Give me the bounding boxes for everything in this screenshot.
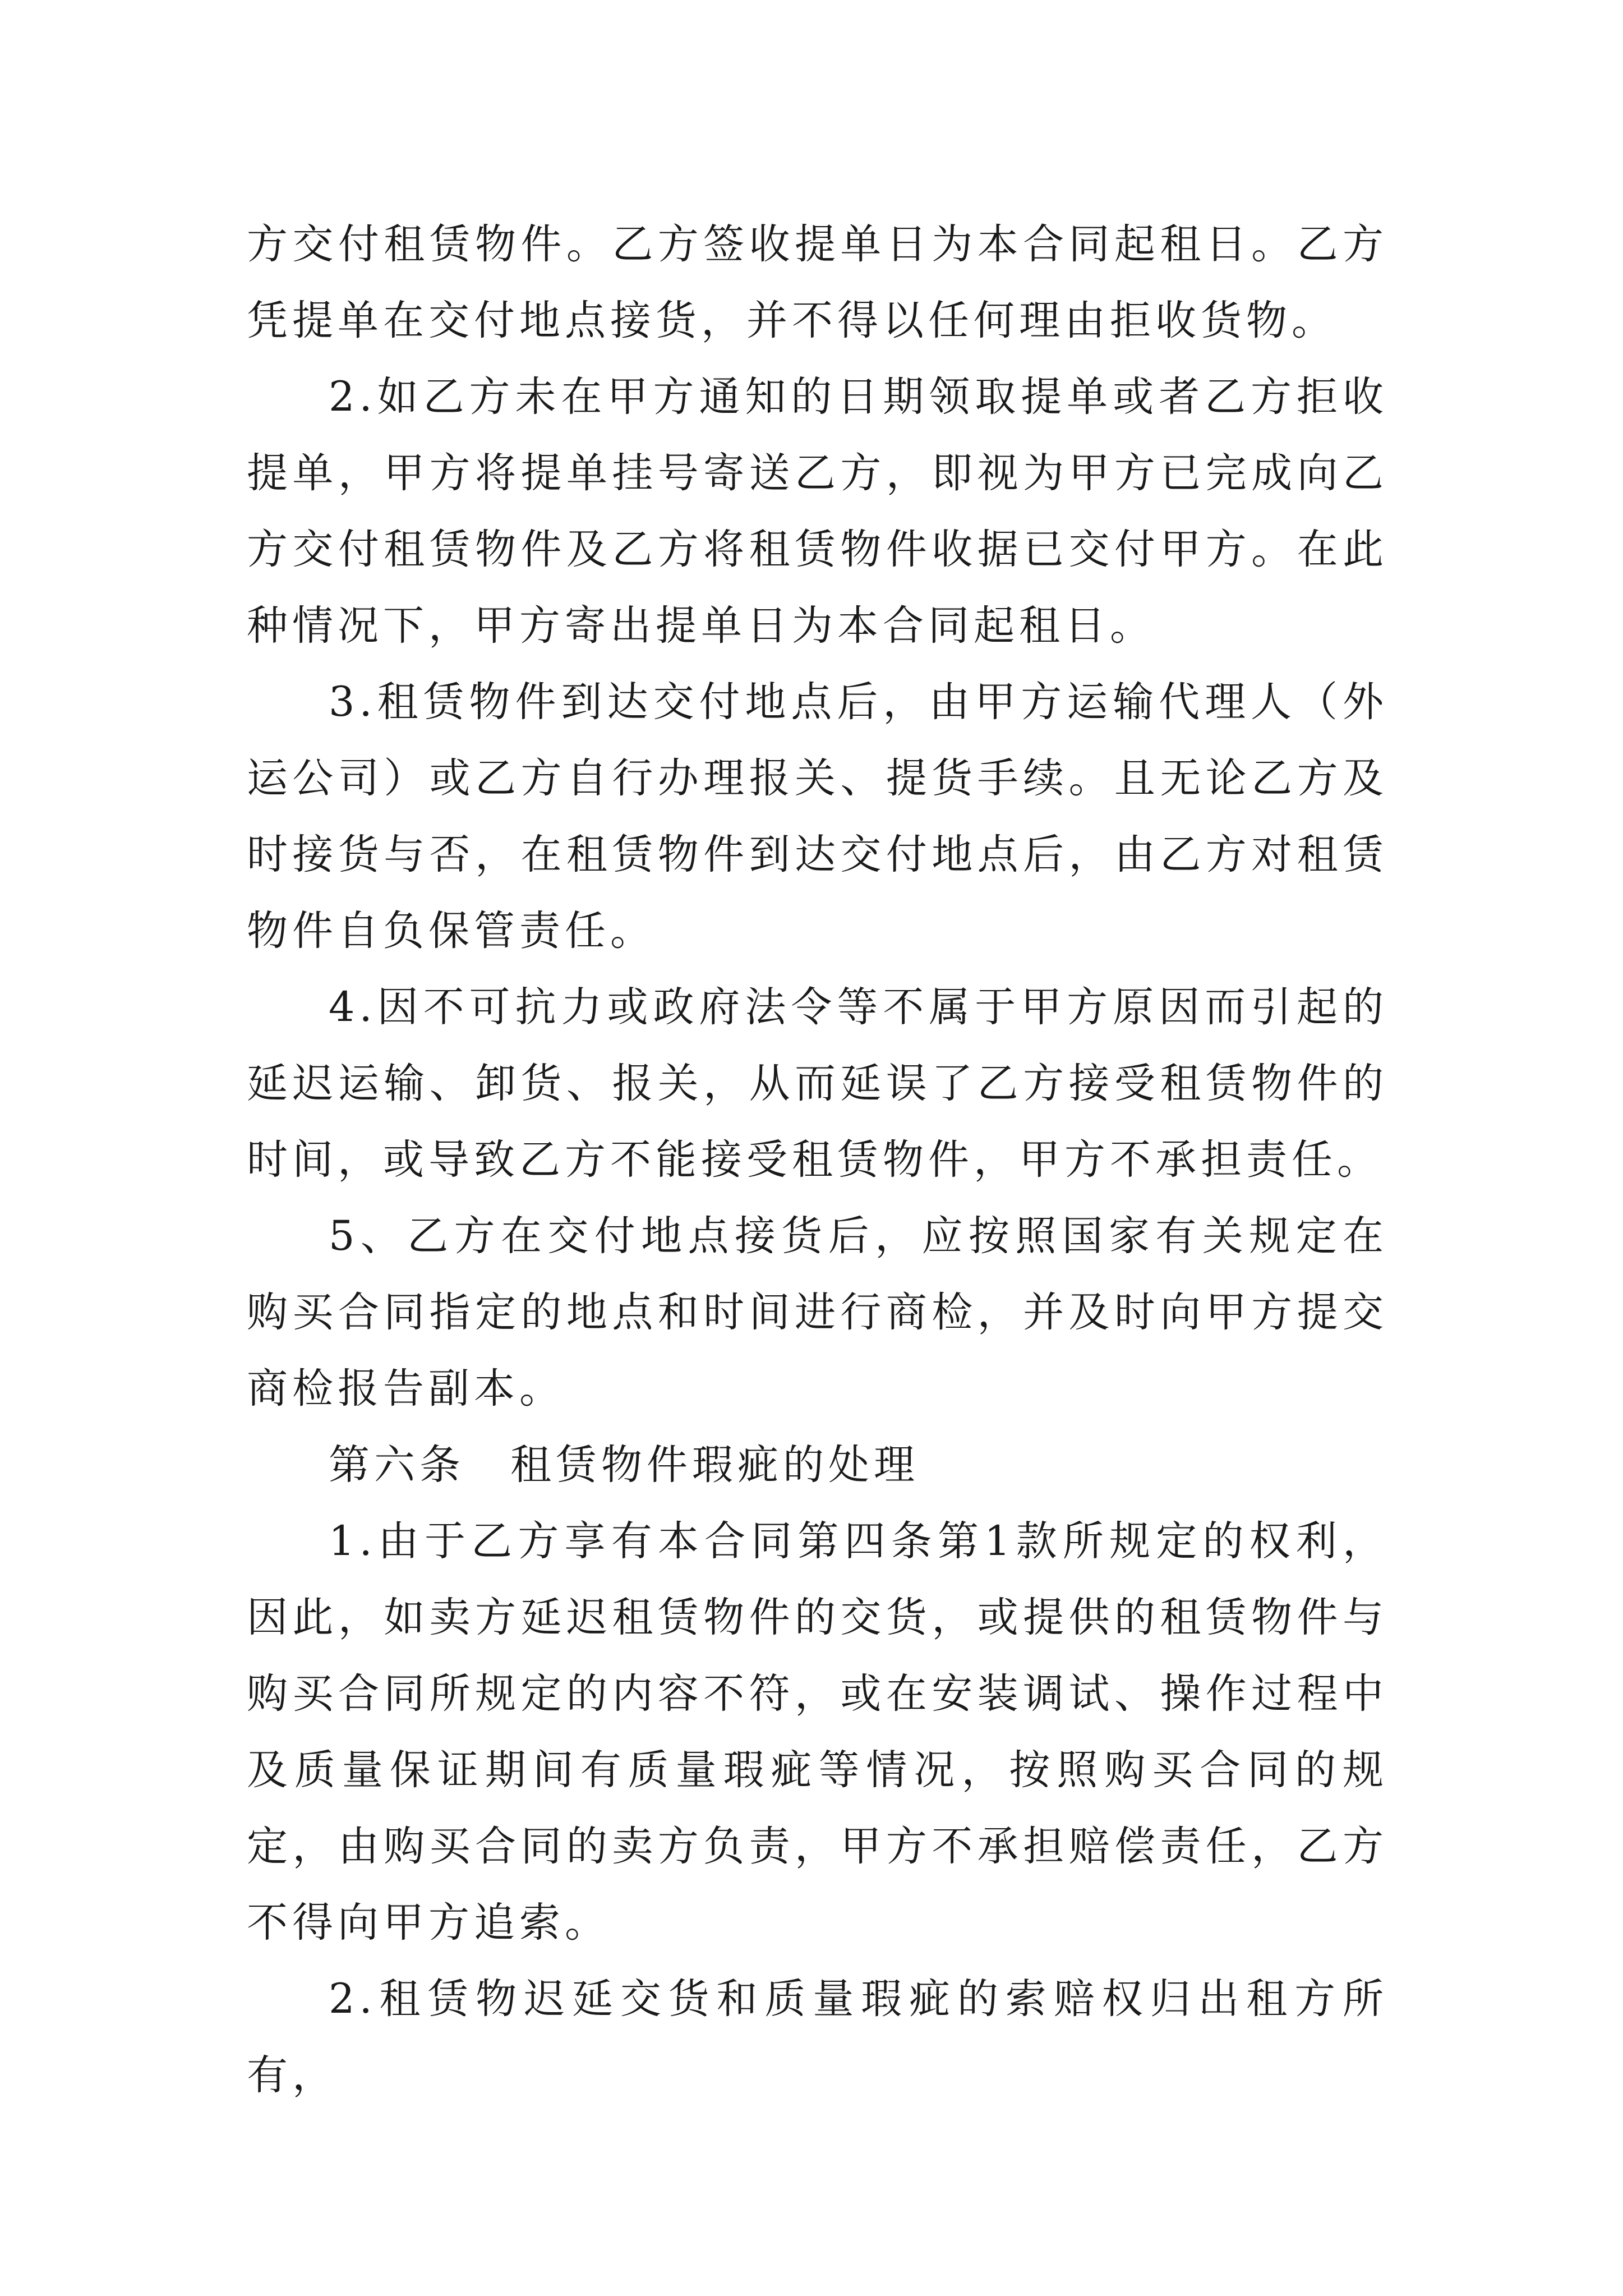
section-heading-article-6: 第六条 租赁物件瑕疵的处理	[329, 1441, 919, 1489]
paragraph-clause-2: 2.如乙方未在甲方通知的日期领取提单或者乙方拒收提单，甲方将提单挂号寄送乙方，即视为甲方已完成向乙方交付租赁物件及乙方将租赁物件收据已交付甲方。在此种情况下，甲方寄出提单日为本合同起租日。	[247, 373, 1388, 650]
paragraph-clause-5: 5、乙方在交付地点接货后，应按照国家有关规定在购买合同指定的地点和时间进行商检，并及时向甲方提交商检报告副本。	[247, 1212, 1388, 1412]
document-body	[247, 206, 1388, 2114]
paragraph-article-6-clause-1: 1.由于乙方享有本合同第四条第1款所规定的权利，因此，如卖方延迟租赁物件的交货，或提供的租赁物件与购买合同所规定的内容不符，或在安装调试、操作过程中及质量保证期间有质量瑕疵等情况，按照购买合同的规定，由购买合同的卖方负责，甲方不承担赔偿责任，乙方不得向甲方追索。	[247, 1517, 1388, 1947]
paragraph-clause-4: 4.因不可抗力或政府法令等不属于甲方原因而引起的延迟运输、卸货、报关，从而延误了乙方接受租赁物件的时间，或导致乙方不能接受租赁物件，甲方不承担责任。	[247, 983, 1388, 1184]
paragraph-delivery-receipt: 方交付租赁物件。乙方签收提单日为本合同起租日。乙方凭提单在交付地点接货，并不得以任何理由拒收货物。	[247, 220, 1388, 344]
paragraph-clause-3: 3.租赁物件到达交付地点后，由甲方运输代理人（外运公司）或乙方自行办理报关、提货手续。且无论乙方及时接货与否，在租赁物件到达交付地点后，由乙方对租赁物件自负保管责任。	[247, 678, 1388, 955]
paragraph-article-6-clause-2: 2.租赁物迟延交货和质量瑕疵的索赔权归出租方所有，	[247, 1975, 1388, 2099]
